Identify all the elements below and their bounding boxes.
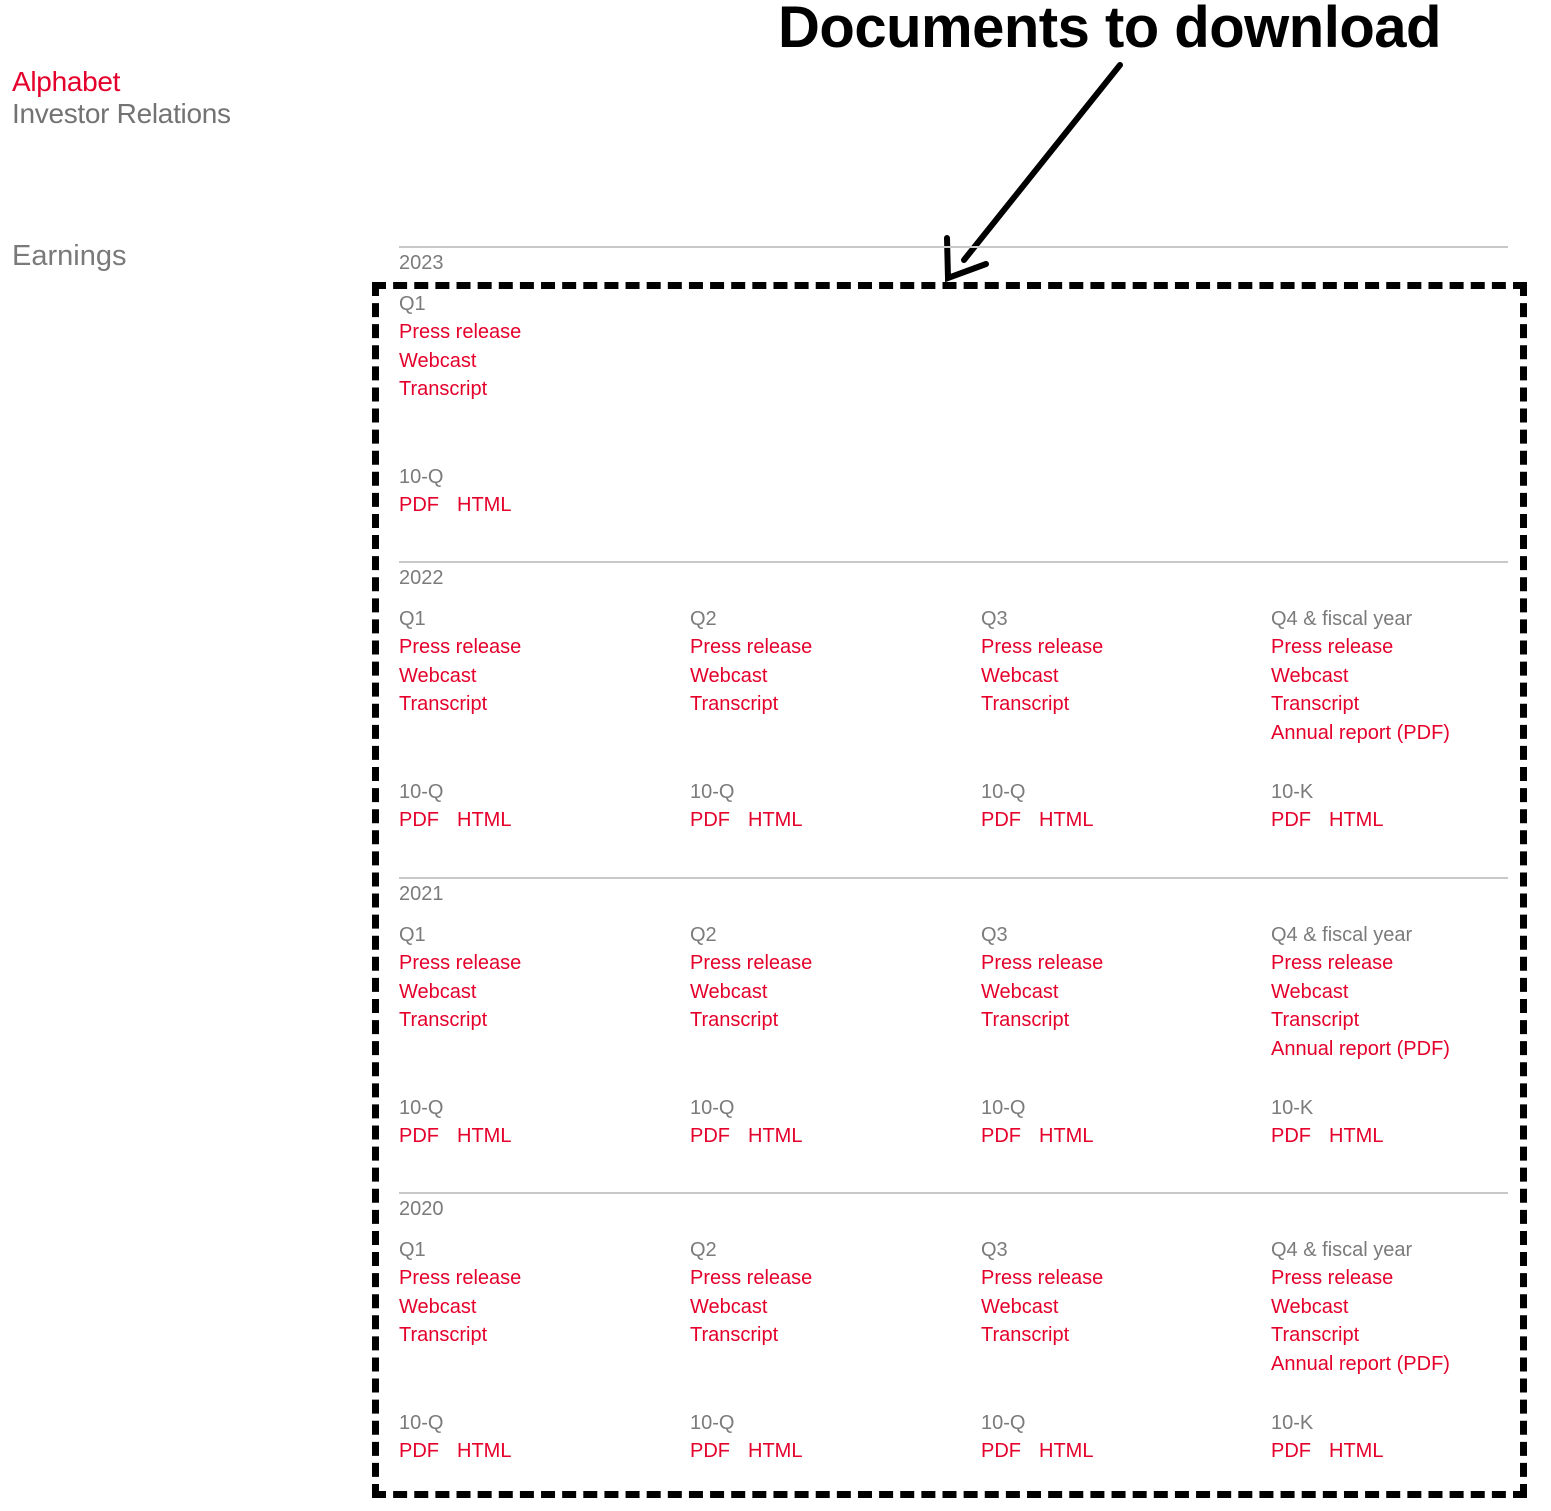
pdf-link[interactable]: PDF [399, 494, 439, 516]
year-section-2022 [399, 561, 1508, 831]
transcript-link[interactable]: Transcript [1271, 1009, 1360, 1031]
webcast-link[interactable]: Webcast [399, 349, 477, 372]
filing-type-label: 10-Q [690, 781, 735, 803]
html-link[interactable]: HTML [1039, 1440, 1094, 1462]
transcript-link[interactable]: Transcript [399, 693, 488, 715]
webcast-link[interactable]: Webcast [981, 1295, 1059, 1318]
webcast-link[interactable]: Webcast [690, 1295, 768, 1318]
press-release-link[interactable]: Press release [981, 636, 1104, 658]
transcript-link[interactable]: Transcript [690, 1009, 779, 1031]
quarter-column [981, 921, 1251, 1161]
webcast-link[interactable]: Webcast [1271, 1295, 1349, 1318]
year-label: 2023 [399, 252, 444, 274]
html-link[interactable]: HTML [1329, 809, 1384, 831]
filing-format-links [399, 806, 511, 835]
pdf-link[interactable]: PDF [981, 1440, 1021, 1462]
quarter-column [1271, 1236, 1541, 1476]
transcript-link[interactable]: Transcript [981, 1324, 1070, 1346]
html-link[interactable]: HTML [457, 809, 512, 831]
press-release-link[interactable]: Press release [399, 636, 522, 658]
section-title: Earnings [12, 240, 127, 272]
quarter-label: Q3 [981, 924, 1008, 946]
filing-type-label: 10-Q [690, 1097, 735, 1119]
quarter-label: Q1 [399, 924, 426, 946]
quarter-label: Q1 [399, 608, 426, 630]
quarter-column [399, 290, 669, 530]
brand-subtitle: Investor Relations [12, 98, 231, 129]
press-release-link[interactable]: Press release [981, 952, 1104, 974]
press-release-link[interactable]: Press release [690, 636, 813, 658]
html-link[interactable]: HTML [748, 1125, 803, 1147]
press-release-link[interactable]: Press release [399, 1267, 522, 1289]
filing-group [690, 1094, 802, 1151]
filing-format-links [1271, 1122, 1383, 1151]
webcast-link[interactable]: Webcast [1271, 664, 1349, 687]
webcast-link[interactable]: Webcast [981, 980, 1059, 1003]
quarter-label: Q4 & fiscal year [1271, 608, 1413, 630]
webcast-link[interactable]: Webcast [399, 980, 477, 1003]
filing-type-label: 10-Q [399, 466, 444, 488]
filing-type-label: 10-K [1271, 781, 1314, 803]
filing-type-label: 10-Q [399, 781, 444, 803]
transcript-link[interactable]: Transcript [1271, 1324, 1360, 1346]
annual-report-pdf-link[interactable]: Annual report (PDF) [1271, 721, 1450, 744]
html-link[interactable]: HTML [748, 809, 803, 831]
brand-logo[interactable] [12, 66, 231, 130]
quarter-column [399, 605, 669, 845]
quarter-column [1271, 605, 1541, 845]
filing-format-links [399, 1437, 511, 1466]
quarter-column [399, 1236, 669, 1476]
transcript-link[interactable]: Transcript [399, 1009, 488, 1031]
pdf-link[interactable]: PDF [1271, 1125, 1311, 1147]
filing-group [690, 778, 802, 835]
pdf-link[interactable]: PDF [690, 809, 730, 831]
filing-group [981, 1094, 1093, 1151]
transcript-link[interactable]: Transcript [981, 1009, 1070, 1031]
brand-name: Alphabet [12, 66, 121, 97]
press-release-link[interactable]: Press release [690, 1267, 813, 1289]
webcast-link[interactable]: Webcast [690, 980, 768, 1003]
year-section-2020 [399, 1192, 1508, 1462]
quarter-label: Q4 & fiscal year [1271, 924, 1413, 946]
filing-format-links [1271, 1437, 1383, 1466]
filing-type-label: 10-Q [981, 1097, 1026, 1119]
transcript-link[interactable]: Transcript [690, 1324, 779, 1346]
annotation-headline: Documents to download [778, 0, 1441, 60]
pdf-link[interactable]: PDF [399, 1440, 439, 1462]
transcript-link[interactable]: Transcript [981, 693, 1070, 715]
press-release-link[interactable]: Press release [690, 952, 813, 974]
pdf-link[interactable]: PDF [1271, 809, 1311, 831]
pdf-link[interactable]: PDF [981, 1125, 1021, 1147]
html-link[interactable]: HTML [1329, 1440, 1384, 1462]
filing-format-links [981, 1437, 1093, 1466]
quarter-column [981, 605, 1251, 845]
html-link[interactable]: HTML [457, 1125, 512, 1147]
press-release-link[interactable]: Press release [981, 1267, 1104, 1289]
filing-type-label: 10-Q [399, 1412, 444, 1434]
filing-group [981, 1409, 1093, 1466]
filing-group [399, 1409, 511, 1466]
year-section-2021 [399, 877, 1508, 1147]
webcast-link[interactable]: Webcast [690, 664, 768, 687]
quarter-column [690, 605, 960, 845]
html-link[interactable]: HTML [1039, 809, 1094, 831]
transcript-link[interactable]: Transcript [1271, 693, 1360, 715]
pdf-link[interactable]: PDF [981, 809, 1021, 831]
webcast-link[interactable]: Webcast [1271, 980, 1349, 1003]
filing-group [1271, 1094, 1383, 1151]
filing-format-links [399, 491, 511, 520]
filing-group [690, 1409, 802, 1466]
filing-format-links [399, 1122, 511, 1151]
pdf-link[interactable]: PDF [399, 1125, 439, 1147]
filing-group [399, 463, 511, 520]
filing-format-links [690, 1122, 802, 1151]
year-label: 2022 [399, 567, 444, 589]
pdf-link[interactable]: PDF [690, 1440, 730, 1462]
quarter-label: Q3 [981, 608, 1008, 630]
html-link[interactable]: HTML [1329, 1125, 1384, 1147]
html-link[interactable]: HTML [457, 1440, 512, 1462]
webcast-link[interactable]: Webcast [981, 664, 1059, 687]
filing-format-links [690, 1437, 802, 1466]
year-section-2023 [399, 246, 1508, 516]
filing-group [1271, 1409, 1383, 1466]
quarter-column [690, 1236, 960, 1476]
filing-type-label: 10-K [1271, 1097, 1314, 1119]
annual-report-pdf-link[interactable]: Annual report (PDF) [1271, 1352, 1450, 1375]
quarter-label: Q3 [981, 1239, 1008, 1261]
quarter-label: Q4 & fiscal year [1271, 1239, 1413, 1261]
press-release-link[interactable]: Press release [1271, 952, 1394, 974]
press-release-link[interactable]: Press release [399, 321, 522, 343]
transcript-link[interactable]: Transcript [399, 378, 488, 400]
press-release-link[interactable]: Press release [1271, 636, 1394, 658]
transcript-link[interactable]: Transcript [690, 693, 779, 715]
filing-group [1271, 778, 1383, 835]
webcast-link[interactable]: Webcast [399, 664, 477, 687]
filing-group [399, 778, 511, 835]
filing-group [981, 778, 1093, 835]
html-link[interactable]: HTML [457, 494, 512, 516]
quarter-column [690, 921, 960, 1161]
filing-type-label: 10-Q [981, 781, 1026, 803]
webcast-link[interactable]: Webcast [399, 1295, 477, 1318]
filing-group [399, 1094, 511, 1151]
filing-type-label: 10-Q [399, 1097, 444, 1119]
quarter-label: Q1 [399, 293, 426, 315]
quarter-label: Q2 [690, 608, 717, 630]
filing-format-links [1271, 806, 1383, 835]
transcript-link[interactable]: Transcript [399, 1324, 488, 1346]
quarter-column [981, 1236, 1251, 1476]
filing-type-label: 10-Q [690, 1412, 735, 1434]
year-label: 2021 [399, 883, 444, 905]
quarter-label: Q2 [690, 1239, 717, 1261]
filing-type-label: 10-K [1271, 1412, 1314, 1434]
pdf-link[interactable]: PDF [1271, 1440, 1311, 1462]
filing-format-links [690, 806, 802, 835]
pdf-link[interactable]: PDF [690, 1125, 730, 1147]
filing-format-links [981, 806, 1093, 835]
annual-report-pdf-link[interactable]: Annual report (PDF) [1271, 1037, 1450, 1060]
filing-format-links [981, 1122, 1093, 1151]
quarter-label: Q2 [690, 924, 717, 946]
quarter-column [399, 921, 669, 1161]
year-label: 2020 [399, 1198, 444, 1220]
quarter-label: Q1 [399, 1239, 426, 1261]
pdf-link[interactable]: PDF [399, 809, 439, 831]
html-link[interactable]: HTML [1039, 1125, 1094, 1147]
press-release-link[interactable]: Press release [1271, 1267, 1394, 1289]
html-link[interactable]: HTML [748, 1440, 803, 1462]
filing-type-label: 10-Q [981, 1412, 1026, 1434]
press-release-link[interactable]: Press release [399, 952, 522, 974]
quarter-column [1271, 921, 1541, 1161]
